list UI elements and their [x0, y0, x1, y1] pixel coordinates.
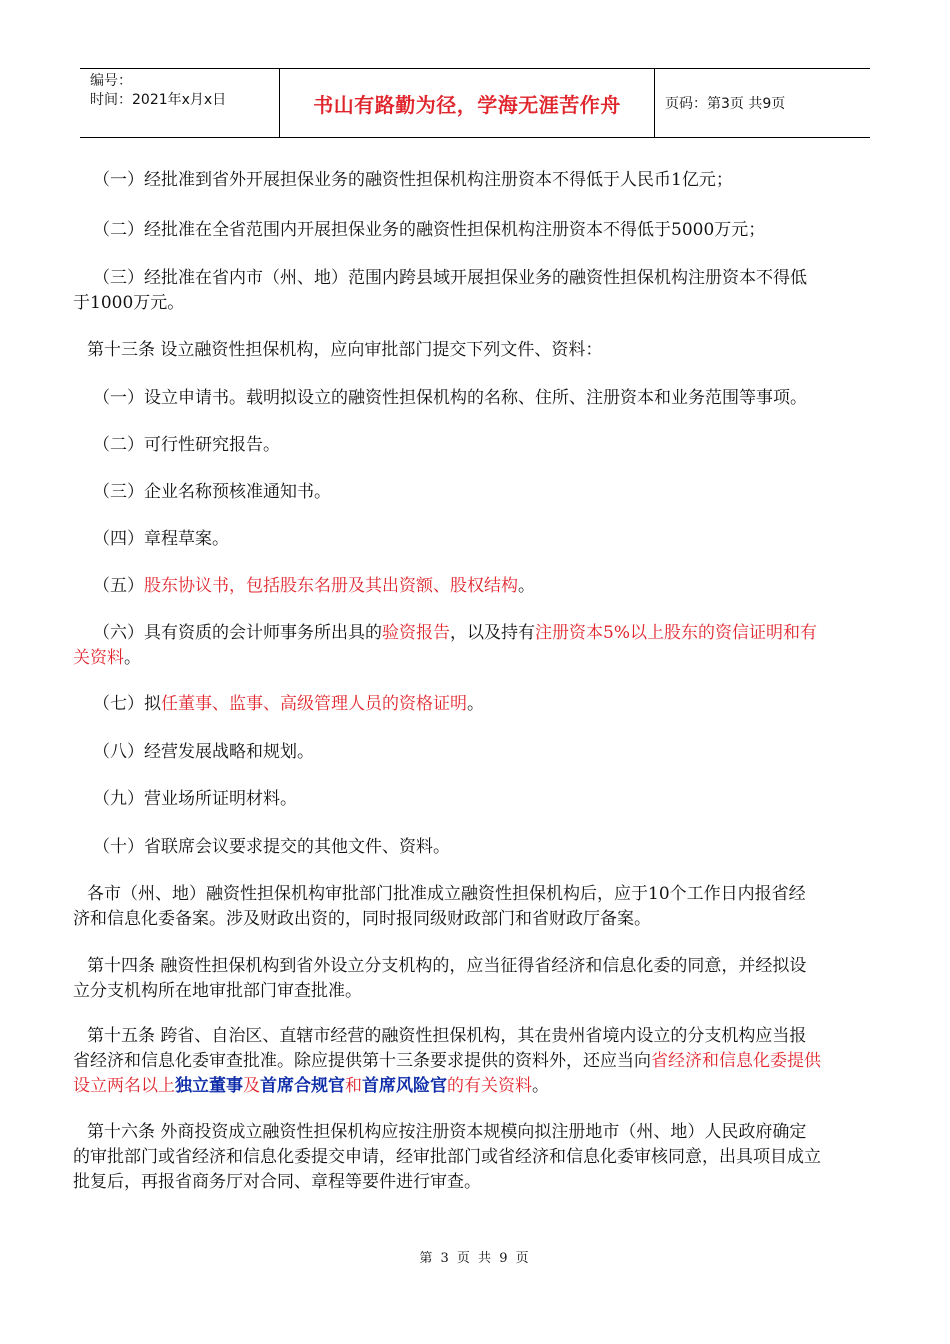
paragraph: （四）章程草案。: [93, 529, 229, 549]
paragraph: （七）拟任董事、监事、高级管理人员的资格证明。: [93, 694, 484, 714]
paragraph: （六）具有资质的会计师事务所出具的验资报告，以及持有注册资本5%以上股东的资信证明和有 关资料。: [73, 623, 817, 668]
paragraph: 第十四条 融资性担保机构到省外设立分支机构的，应当征得省经济和信息化委的同意，并经拟设 立分支机构所在地审批部门审查批准。: [73, 956, 807, 1001]
paragraph: （五）股东协议书，包括股东名册及其出资额、股权结构。: [93, 576, 535, 596]
page-footer: 第 3 页 共 9 页: [419, 1251, 531, 1266]
header-meta: [80, 69, 280, 137]
page-header: [80, 68, 870, 138]
number-label: 编号：: [90, 73, 132, 89]
header-motto: 书山有路勤为径，学海无涯苦作舟: [280, 69, 655, 137]
time-label: 时间：2021年x月x日: [90, 92, 227, 108]
paragraph: （一）经批准到省外开展担保业务的融资性担保机构注册资本不得低于人民币1亿元；: [93, 170, 733, 190]
paragraph: （三）经批准在省内市（州、地）范围内跨县域开展担保业务的融资性担保机构注册资本不得低 于1000万元。: [73, 268, 807, 313]
paragraph: （三）企业名称预核准通知书。: [93, 482, 331, 502]
paragraph: 各市（州、地）融资性担保机构审批部门批准成立融资性担保机构后，应于10个工作日内报省经 济和信息化委备案。涉及财政出资的，同时报同级财政部门和省财政厅备案。: [73, 884, 806, 929]
paragraph: 第十五条 跨省、自治区、直辖市经营的融资性担保机构，其在贵州省境内设立的分支机构应当报 省经济和信息化委审查批准。除应提供第十三条要求提供的资料外，还应当向省经济和信息化委提供 设立两名以上独立董事及首席合规官和首席风险官的有关资料。: [73, 1026, 821, 1096]
paragraph: （八）经营发展战略和规划。: [93, 742, 314, 762]
paragraph: （十）省联席会议要求提交的其他文件、资料。: [93, 837, 450, 857]
paragraph: （九）营业场所证明材料。: [93, 789, 297, 809]
paragraph: （一）设立申请书。载明拟设立的融资性担保机构的名称、住所、注册资本和业务范围等事项。: [93, 388, 807, 408]
paragraph: （二）可行性研究报告。: [93, 435, 280, 455]
header-page-label: 页码：第3页 共9页: [665, 96, 786, 112]
paragraph: 第十六条 外商投资成立融资性担保机构应按注册资本规模向拟注册地市（州、地）人民政府确定 的审批部门或省经济和信息化委提交申请，经审批部门或省经济和信息化委审核同意，出具项目成立 批复后，再报省商务厅对合同、章程等要件进行审查。: [73, 1122, 821, 1192]
paragraph: （二）经批准在全省范围内开展担保业务的融资性担保机构注册资本不得低于5000万元；: [93, 220, 766, 240]
paragraph: 第十三条 设立融资性担保机构，应向审批部门提交下列文件、资料：: [87, 340, 603, 360]
